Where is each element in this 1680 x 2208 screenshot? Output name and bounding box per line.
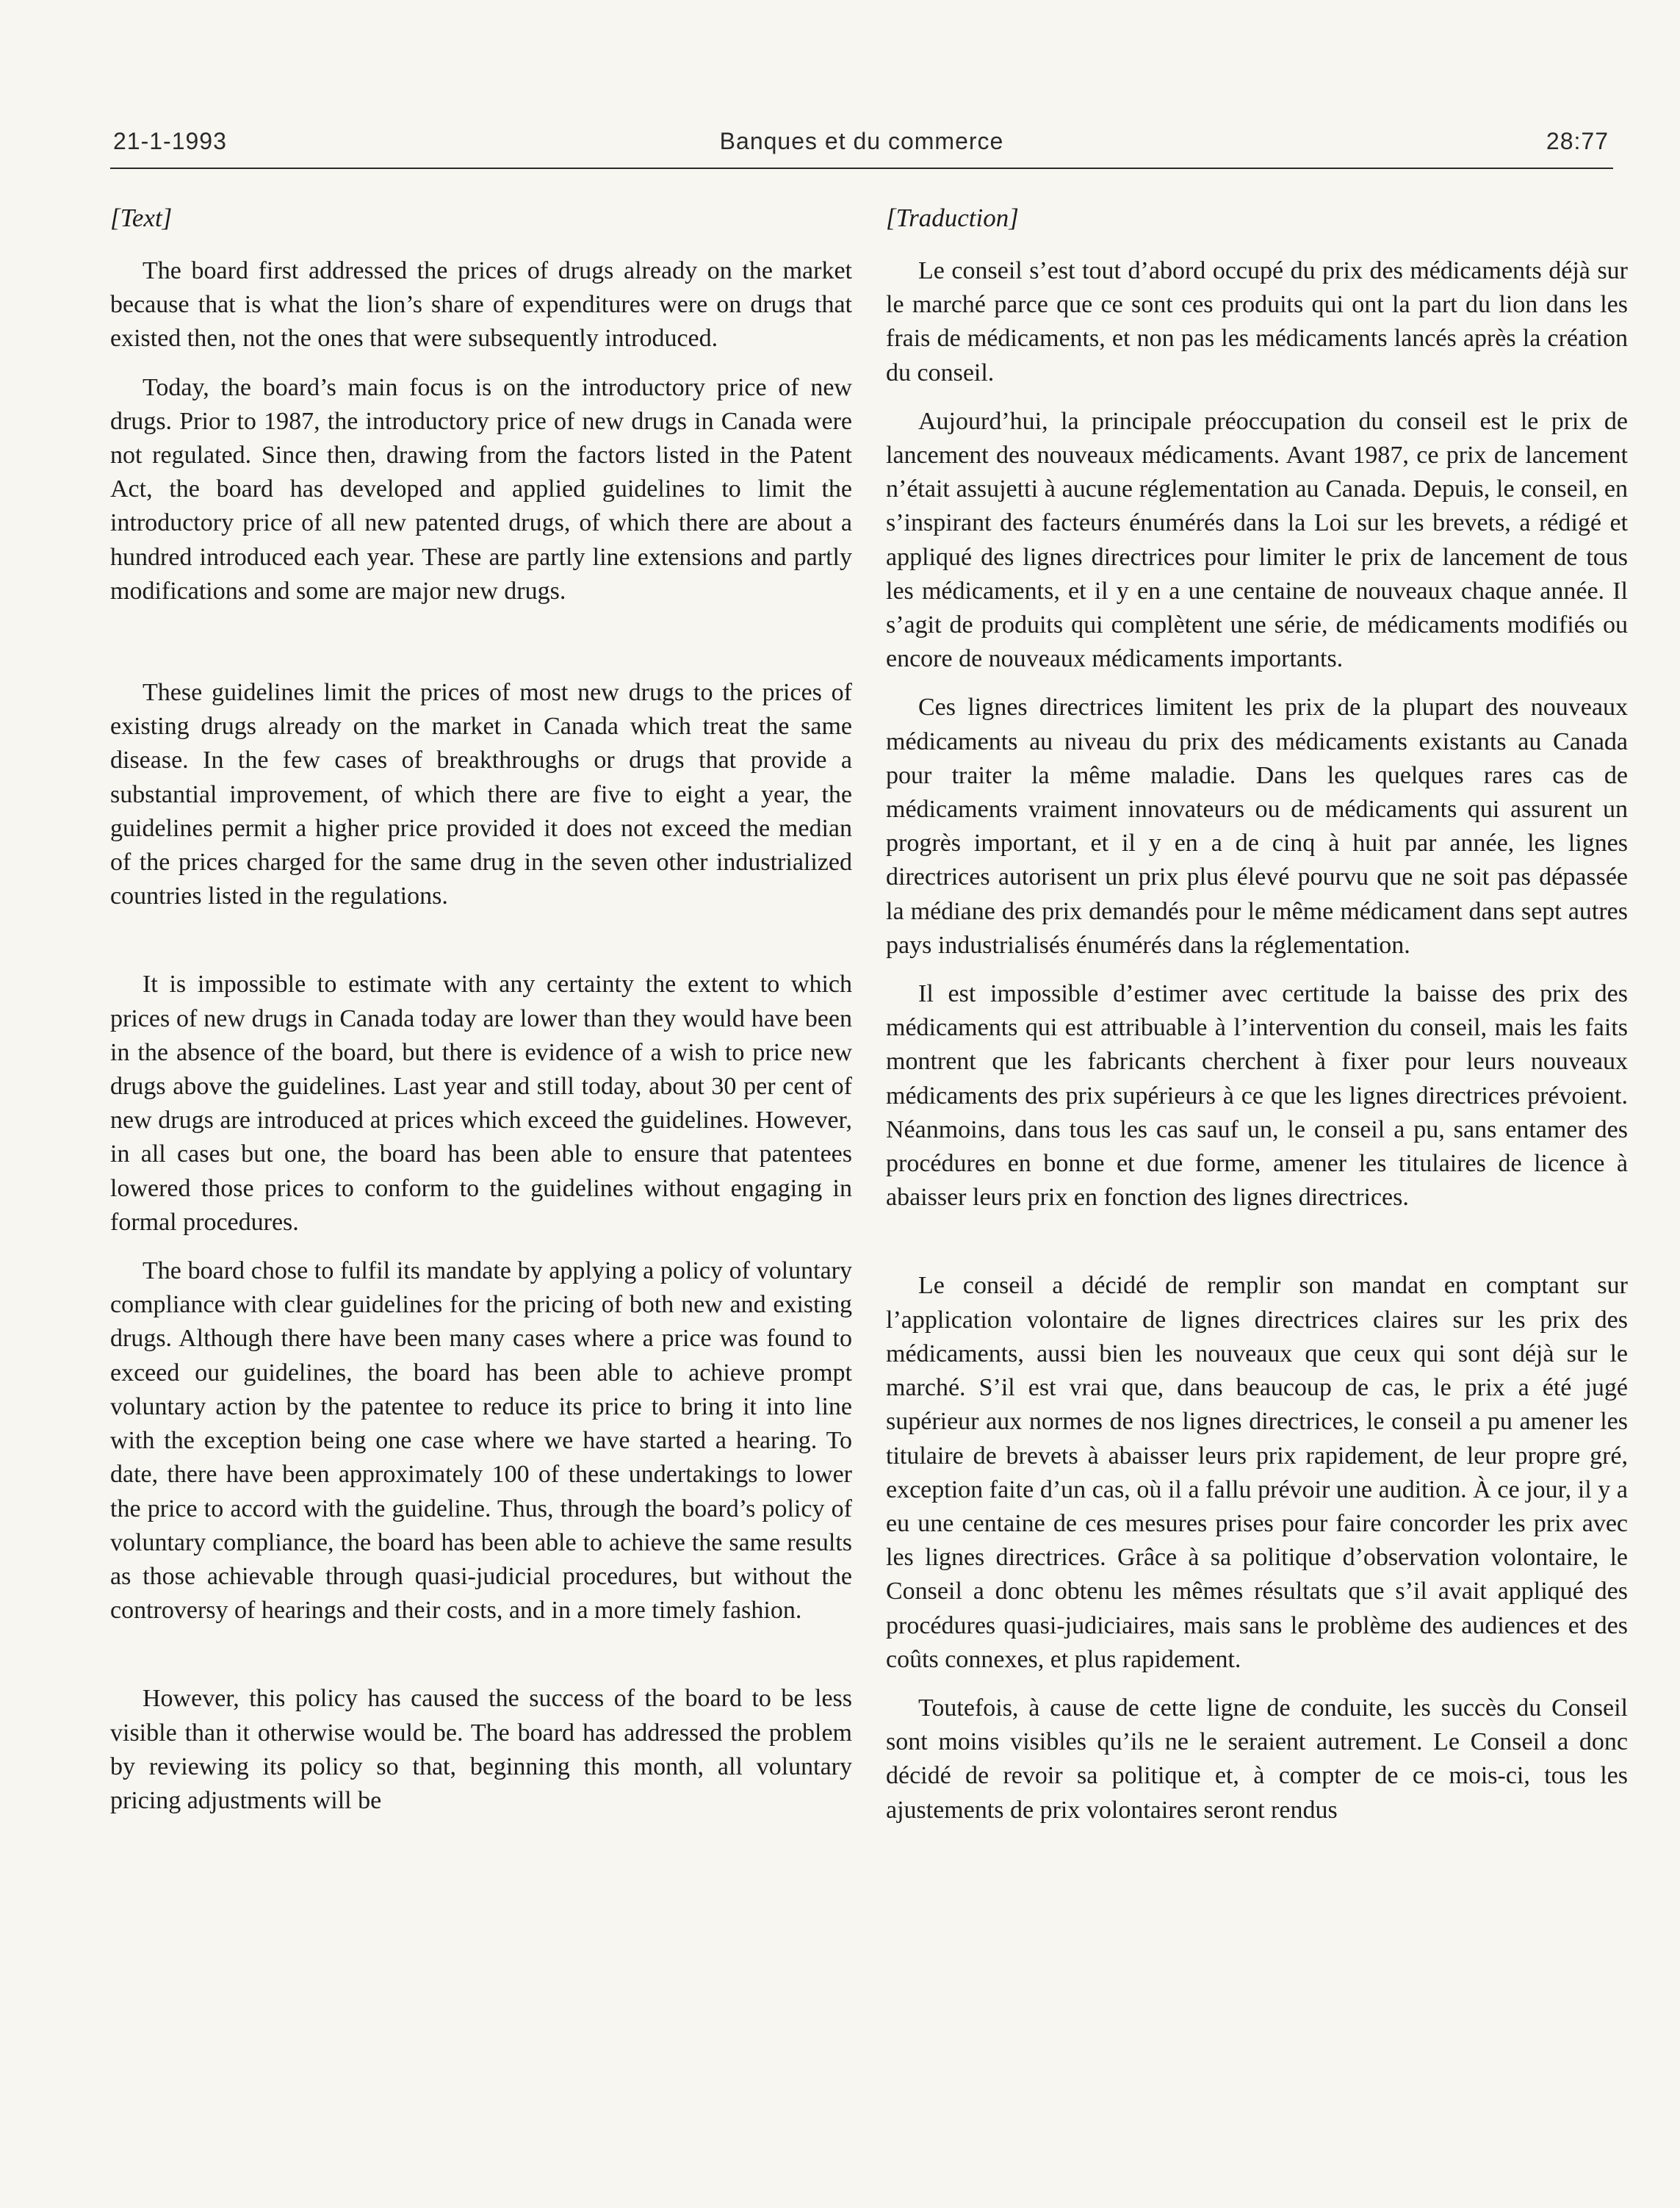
header-title: Banques et du commerce [719,128,1004,154]
en-paragraph-6: However, this policy has caused the success of the board to be less visible than it otherwise would be. The board has addressed the problem by reviewing its policy so that, beginning this month, all voluntary pricing adjustments will be [110,1685,852,1814]
english-column [110,201,852,1818]
en-paragraph-4: It is impossible to estimate with any certainty the extent to which prices of new drugs in Canada today are lower than they would have been in the absence of the board, but there is evidence of a wish to price new drugs above the guidelines. Last year and still today, about 30 per cent of new drugs are introduced at prices which exceed the guidelines. However, in all cases but one, the board has been able to ensure that patentees lowered those prices to conform to the guidelines without engaging in formal procedures. [110,971,852,1236]
traduction-tag: [Traduction] [886,204,1019,232]
en-paragraph-2: Today, the board’s main focus is on the introductory price of new drugs. Prior to 1987, the introductory price of new drugs in Canada were not regulated. Since then, drawing from the factors listed in the Patent Act, the board has developed and applied guidelines to limit the introductory price of all new patented drugs, of which there are about a hundred introduced each year. These are partly line extensions and partly modifications and some are major new drugs. [110,373,852,605]
fr-paragraph-3: Ces lignes directrices limitent les prix de la plupart des nouveaux médicaments au niveau du prix des médicaments existants au Canada pour traiter la même maladie. Dans les quelques rares cas de médicaments vraiment innovateurs ou de médicaments qui assurent un progrès important, et il y en a de cinq à huit par année, les lignes directrices autorisent un prix plus élevé pourvu que ne soit pas dépassée la médiane des prix demandés pour le même médicament dans sept autres pays industrialisés énumérés dans la réglementation. [886,694,1628,959]
en-paragraph-5: The board chose to fulfil its mandate by applying a policy of voluntary compliance with clear guidelines for the pricing of both new and existing drugs. Although there have been many cases where a price was found to exceed our guidelines, the board has been able to achieve prompt voluntary action by the patentee to reduce its price to bring it into line with the exception being one case where we have started a hearing. To date, there have been approximately 100 of these undertakings to lower the price to accord with the guideline. Thus, through the board’s policy of voluntary compliance, the board has been able to achieve the same results as those achievable through quasi-judicial procedures, but without the controversy of hearings and their costs, and in a more timely fashion. [110,1257,852,1625]
en-paragraph-1: The board first addressed the prices of drugs already on the market because that is what the lion’s share of expenditures were on drugs that existed then, not the ones that were subsequently introduced. [110,257,852,353]
header-page-number: 28:77 [1546,128,1609,154]
fr-paragraph-6: Toutefois, à cause de cette ligne de conduite, les succès du Conseil sont moins visibles qu’ils ne le seraient autrement. Le Conseil a donc décidé de revoir sa politique et, à compter de ce mois-ci, tous les ajustements de prix volontaires seront rendus [886,1694,1628,1824]
fr-paragraph-2: Aujourd’hui, la principale préoccupation du conseil est le prix de lancement des nouveaux médicaments. Avant 1987, ce prix de lancement n’était assujetti à aucune réglementation au Canada. Depuis, le conseil, en s’inspirant des facteurs énumérés dans la Loi sur les brevets, a rédigé et appliqué des lignes directrices pour limiter le prix de lancement de tous les médicaments, et il y en a une centaine de nouveaux chaque année. Il s’agit de produits qui complètent une série, de médicaments modifiés ou encore de nouveaux médicaments importants. [886,407,1628,673]
fr-paragraph-1: Le conseil s’est tout d’abord occupé du prix des médicaments déjà sur le marché parce que ce sont ces produits qui ont la part du lion dans les frais de médicaments, et non pas les médicaments lancés après la création du conseil. [886,257,1628,386]
page-header [110,123,1613,169]
fr-paragraph-4: Il est impossible d’estimer avec certitude la baisse des prix des médicaments qui est attribuable à l’intervention du conseil, mais les faits montrent que les fabricants cherchent à fixer pour leurs nouveaux médicaments des prix supérieurs à ce que les lignes directrices prévoient. Néanmoins, dans tous les cas sauf un, le conseil a pu, sans entamer des procédures en bonne et due forme, amener les titulaires de licence à abaisser leurs prix en fonction des lignes directrices. [886,980,1628,1212]
fr-paragraph-5: Le conseil a décidé de remplir son mandat en comptant sur l’application volontaire de lignes directrices claires sur les prix des médicaments, aussi bien les nouveaux que ceux qui sont déjà sur le marché. S’il est vrai que, dans beaucoup de cas, le prix a été jugé supérieur aux normes de nos lignes directrices, le conseil a pu amener les titulaire de brevets à abaisser leurs prix rapidement, de leur propre gré, exception faite d’un cas, où il a fallu prévoir une audition. À ce jour, il y a eu une centaine de ces mesures prises pour faire concorder les prix avec les lignes directrices. Grâce à sa politique d’observation volontaire, le Conseil a donc obtenu les mêmes résultats que s’il avait appliqué des procédures quasi-judiciaires, mais sans le problème des audiences et des coûts connexes, et plus rapidement. [886,1272,1628,1673]
en-paragraph-3: These guidelines limit the prices of most new drugs to the prices of existing drugs already on the market in Canada which treat the same disease. In the few cases of breakthroughs or drugs that provide a substantial improvement, of which there are five to eight a year, the guidelines permit a higher price provided it does not exceed the median of the prices charged for the same drug in the seven other industrialized countries listed in the regulations. [110,679,852,910]
french-column [886,201,1628,1827]
header-date: 21-1-1993 [113,128,227,154]
text-tag: [Text] [110,204,173,232]
